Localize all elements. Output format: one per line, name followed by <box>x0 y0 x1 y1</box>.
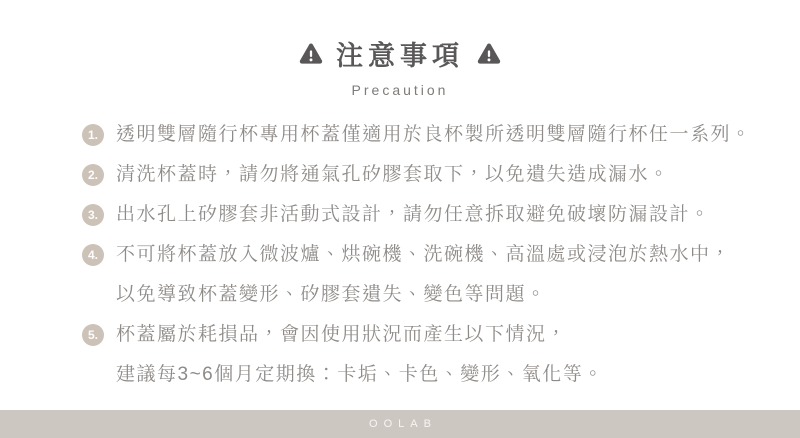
item-line: 杯蓋屬於耗損品，會因使用狀況而產生以下情況， <box>116 324 568 345</box>
list-item <box>82 195 772 235</box>
item-number-badge: 5. <box>82 324 104 346</box>
brand-logo-text: OOLAB <box>369 418 437 430</box>
item-text <box>116 155 670 195</box>
warning-triangle-icon <box>476 41 502 67</box>
item-line: 不可將杯蓋放入微波爐、烘碗機、洗碗機、高溫處或浸泡於熱水中， <box>116 244 732 265</box>
item-number-badge: 2. <box>82 164 104 186</box>
item-line: 出水孔上矽膠套非活動式設計，請勿任意拆取避免破壞防漏設計。 <box>116 204 711 225</box>
list-item <box>82 155 772 195</box>
item-number-badge: 1. <box>82 124 104 146</box>
item-text <box>116 235 731 315</box>
item-text <box>116 115 752 155</box>
list-item <box>82 315 772 395</box>
item-line: 以免導致杯蓋變形、矽膠套遺失、變色等問題。 <box>116 284 547 305</box>
page-subtitle: Precaution <box>351 82 449 98</box>
footer-bar <box>0 410 800 438</box>
item-line: 建議每3~6個月定期換：卡垢、卡色、變形、氧化等。 <box>116 364 604 385</box>
title-row <box>0 34 800 73</box>
item-number-badge: 3. <box>82 204 104 226</box>
list-item <box>82 235 772 315</box>
item-text <box>116 315 604 395</box>
list-item <box>82 115 772 155</box>
warning-triangle-icon <box>298 41 324 67</box>
precaution-list <box>0 115 800 395</box>
item-number-badge: 4. <box>82 244 104 266</box>
item-line: 透明雙層隨行杯專用杯蓋僅適用於良杯製所透明雙層隨行杯任一系列。 <box>116 124 752 145</box>
header <box>0 0 800 98</box>
item-line: 清洗杯蓋時，請勿將通氣孔矽膠套取下，以免遺失造成漏水。 <box>116 164 670 185</box>
page-title: 注意事項 <box>336 41 464 71</box>
item-text <box>116 195 711 235</box>
